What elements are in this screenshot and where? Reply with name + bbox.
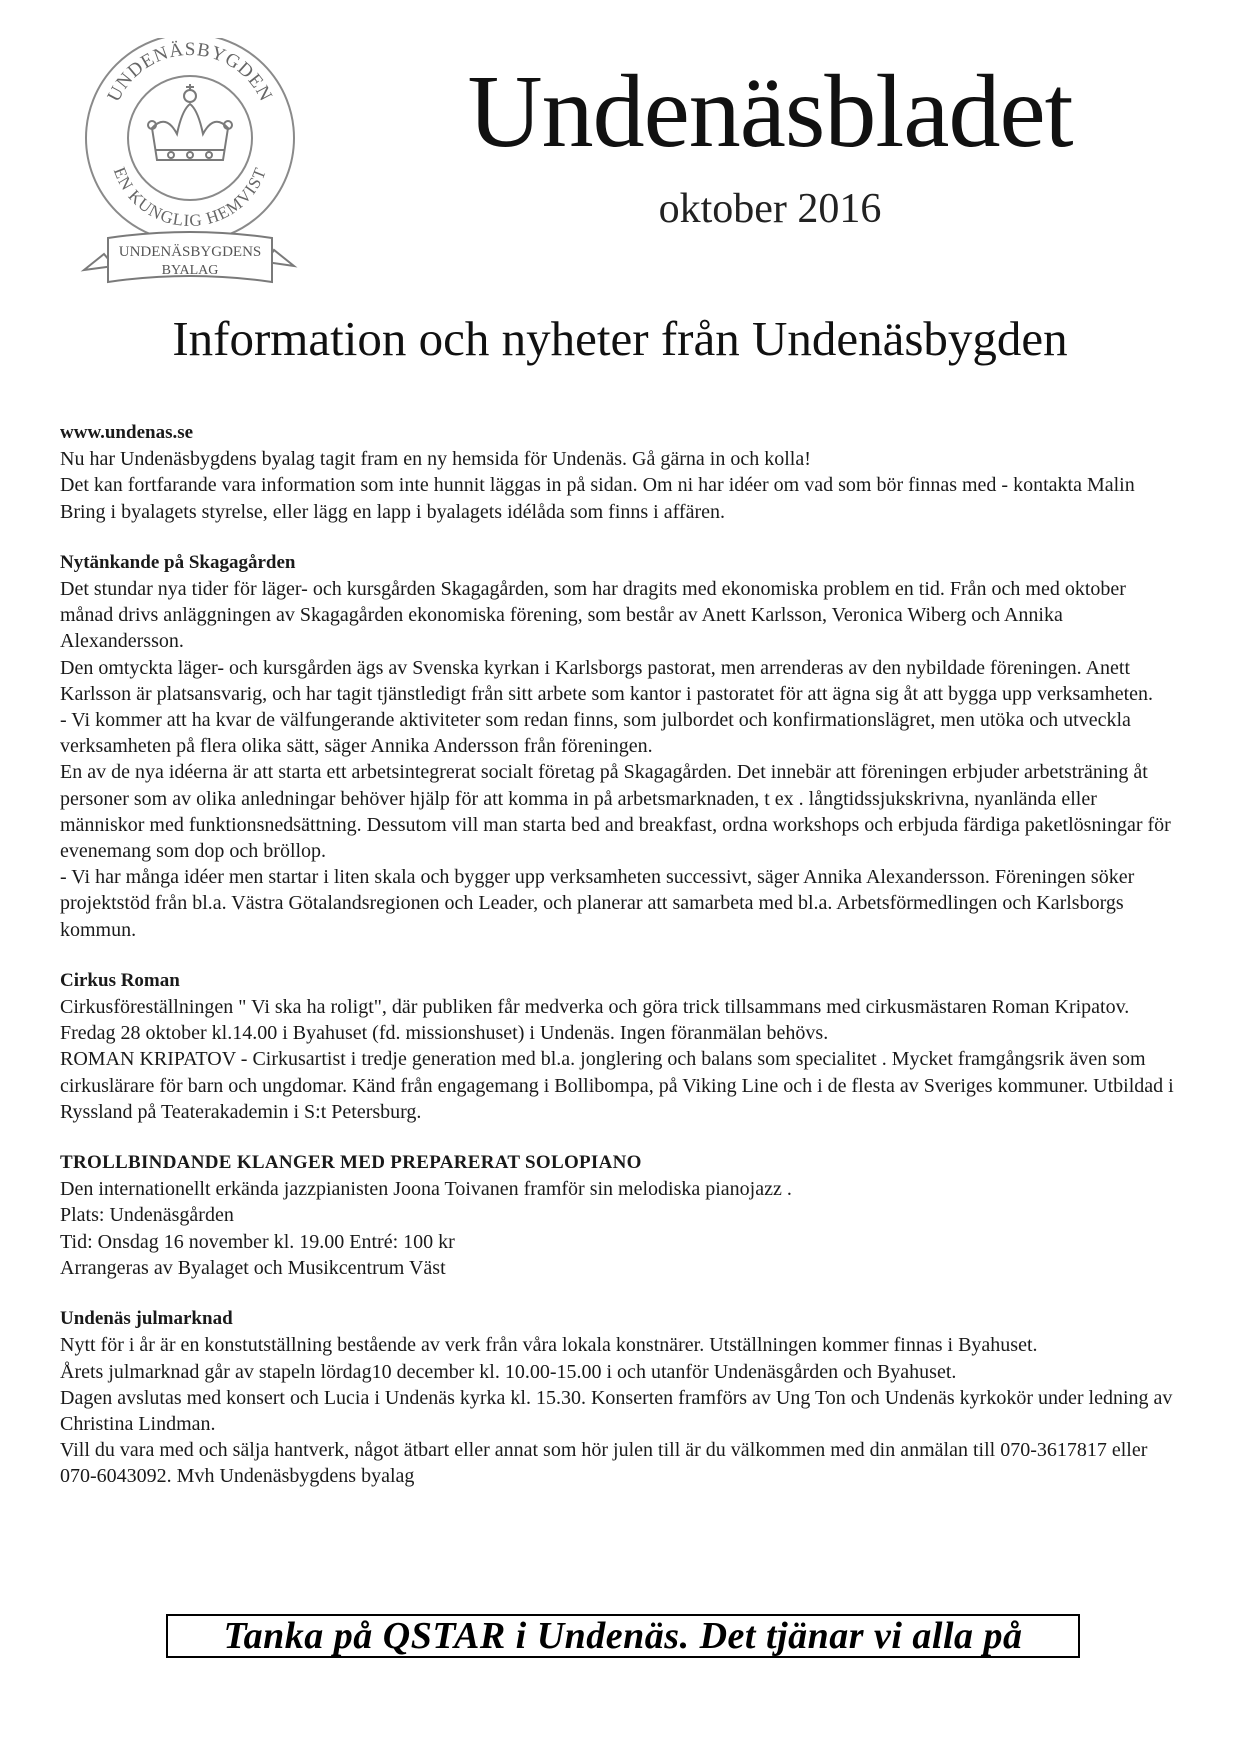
ribbon-banner xyxy=(84,232,294,282)
logo-arc-top-text: UNDENÄSBYGDEN xyxy=(103,38,277,106)
article-paragraph: ROMAN KRIPATOV - Cirkusartist i tredje generation med bl.a. jonglering och balans som specialitet . Mycket framgångsrik även som cirkuslärare för barn och ungdomar. Känd från engagemang i Bollibompa, på Viking Line och i de flesta av Sveriges kommuner. Utbildad i Ryssland på Teaterakademin i S:t Petersburg. xyxy=(60,1048,1174,1123)
article-paragraph: Den internationellt erkända jazzpianisten Joona Toivanen framför sin melodiska pianojazz . xyxy=(60,1178,792,1201)
article-heading: Undenäs julmarknad xyxy=(60,1308,233,1330)
article-heading: Nytänkande på Skagagården xyxy=(60,551,296,573)
article-cirkus-roman xyxy=(60,968,1180,1125)
article-paragraph: Nu har Undenäsbygdens byalag tagit fram en ny hemsida för Undenäs. Gå gärna in och kolla! xyxy=(60,448,811,471)
byalag-logo xyxy=(74,38,304,318)
article-paragraph: - Vi har många idéer men startar i liten skala och bygger upp verksamheten successivt, säger Annika Alexandersson. Föreningen söker projektstöd från bl.a. Västra Götalandsregionen och Leader, och planerar att samarbeta med bl.a. Arbetsförmedlingen och Karlsborgs kommun. xyxy=(60,866,1135,941)
article-website xyxy=(60,420,1180,525)
article-paragraph: Plats: Undenäsgården xyxy=(60,1204,234,1227)
article-paragraph: Dagen avslutas med konsert och Lucia i Undenäs kyrka kl. 15.30. Konserten framförs av Ung Ton och Undenäs kyrkokör under ledning av Christina Lindman. xyxy=(60,1386,1173,1435)
article-paragraph: Fredag 28 oktober kl.14.00 i Byahuset (fd. missionshuset) i Undenäs. Ingen föranmälan behövs. xyxy=(60,1022,829,1045)
article-paragraph: Arrangeras av Byalaget och Musikcentrum Väst xyxy=(60,1256,446,1279)
article-paragraph: Det stundar nya tider för läger- och kursgården Skagagården, som har dragits med ekonomiska problem en tid. Från och med oktober månad drivs anläggningen av Skagagården ekonomiska förening, som består av Anett Karlsson, Veronica Wiberg och Annika Alexandersson. xyxy=(60,578,1126,653)
logo-arc-bottom-text: EN KUNGLIG HEMVIST xyxy=(109,164,271,231)
banner-line-1: UNDENÄSBYGDENS xyxy=(118,244,262,260)
newsletter-title: Undenäsbladet xyxy=(467,54,1073,169)
article-paragraph: - Vi kommer att ha kvar de välfungerande aktiviteter som redan finns, som julbordet och konfirmationslägret, men utöka och utveckla verksamheten på flera olika sätt, säger Annika Andersson från föreningen. xyxy=(60,709,1131,758)
crown-icon xyxy=(148,84,232,160)
footer-advert: Tanka på QSTAR i Undenäs. Det tjänar vi alla på xyxy=(166,1614,1080,1658)
article-julmarknad xyxy=(60,1306,1180,1489)
article-paragraph: Nytt för i år är en konstutställning bestående av verk från våra lokala konstnärer. Utställningen kommer finnas i Byahuset. xyxy=(60,1334,1038,1357)
svg-text:EN KUNGLIG HEMVIST xyxy=(110,165,270,231)
svg-text:UNDENÄSBYGDEN xyxy=(104,39,277,105)
article-paragraph: Årets julmarknad går av stapeln lördag10 december kl. 10.00-15.00 i och utanför Undenäsgården och Byahuset. xyxy=(60,1360,957,1383)
issue-date: oktober 2016 xyxy=(658,186,882,232)
page-headline: Information och nyheter från Undenäsbygden xyxy=(172,311,1068,366)
article-paragraph: Tid: Onsdag 16 november kl. 19.00 Entré: 100 kr xyxy=(60,1230,455,1253)
article-heading: TROLLBINDANDE KLANGER MED PREPARERAT SOLOPIANO xyxy=(60,1152,642,1174)
article-heading: www.undenas.se xyxy=(60,422,194,443)
article-solopiano xyxy=(60,1150,1180,1281)
article-paragraph: Det kan fortfarande vara information som inte hunnit läggas in på sidan. Om ni har idéer om vad som bör finnas med - kontakta Malin Bring i byalagets styrelse, eller lägg en lapp i byalagets idélåda som finns i affären. xyxy=(60,474,1135,523)
article-body xyxy=(60,420,1180,1515)
article-paragraph: Vill du vara med och sälja hantverk, något ätbart eller annat som hör julen till är du välkommen med din anmälan till 070-3617817 eller 070-6043092. Mvh Undenäsbygdens byalag xyxy=(60,1439,1148,1488)
article-paragraph: Den omtyckta läger- och kursgården ägs av Svenska kyrkan i Karlsborgs pastorat, men arrenderas av den nybildade föreningen. Anett Karlsson är platsansvarig, och har tagit tjänstledigt från sitt arbete som kantor i pastoratet för att ägna sig åt att bygga upp verksamheten. xyxy=(60,656,1154,705)
article-paragraph: Cirkusföreställningen " Vi ska ha roligt", där publiken får medverka och göra trick tillsammans med cirkusmästaren Roman Kripatov. xyxy=(60,996,1130,1019)
article-heading: Cirkus Roman xyxy=(60,969,180,991)
banner-line-2: BYALAG xyxy=(161,263,219,278)
article-paragraph: En av de nya idéerna är att starta ett arbetsintegrerat socialt företag på Skagagården. Det innebär att föreningen erbjuder arbetsträning åt personer som av olika anledningar behöver hjälp för att komma in på arbetsmarknaden, t ex . långtidssjukskrivna, nyanlända eller människor med funktionsnedsättning. Dessutom vill man starta bed and breakfast, ordna workshops och erbjuda färdiga paketlösningar för evenemang som dop och bröllop. xyxy=(60,761,1171,863)
article-skagagarden xyxy=(60,550,1180,943)
